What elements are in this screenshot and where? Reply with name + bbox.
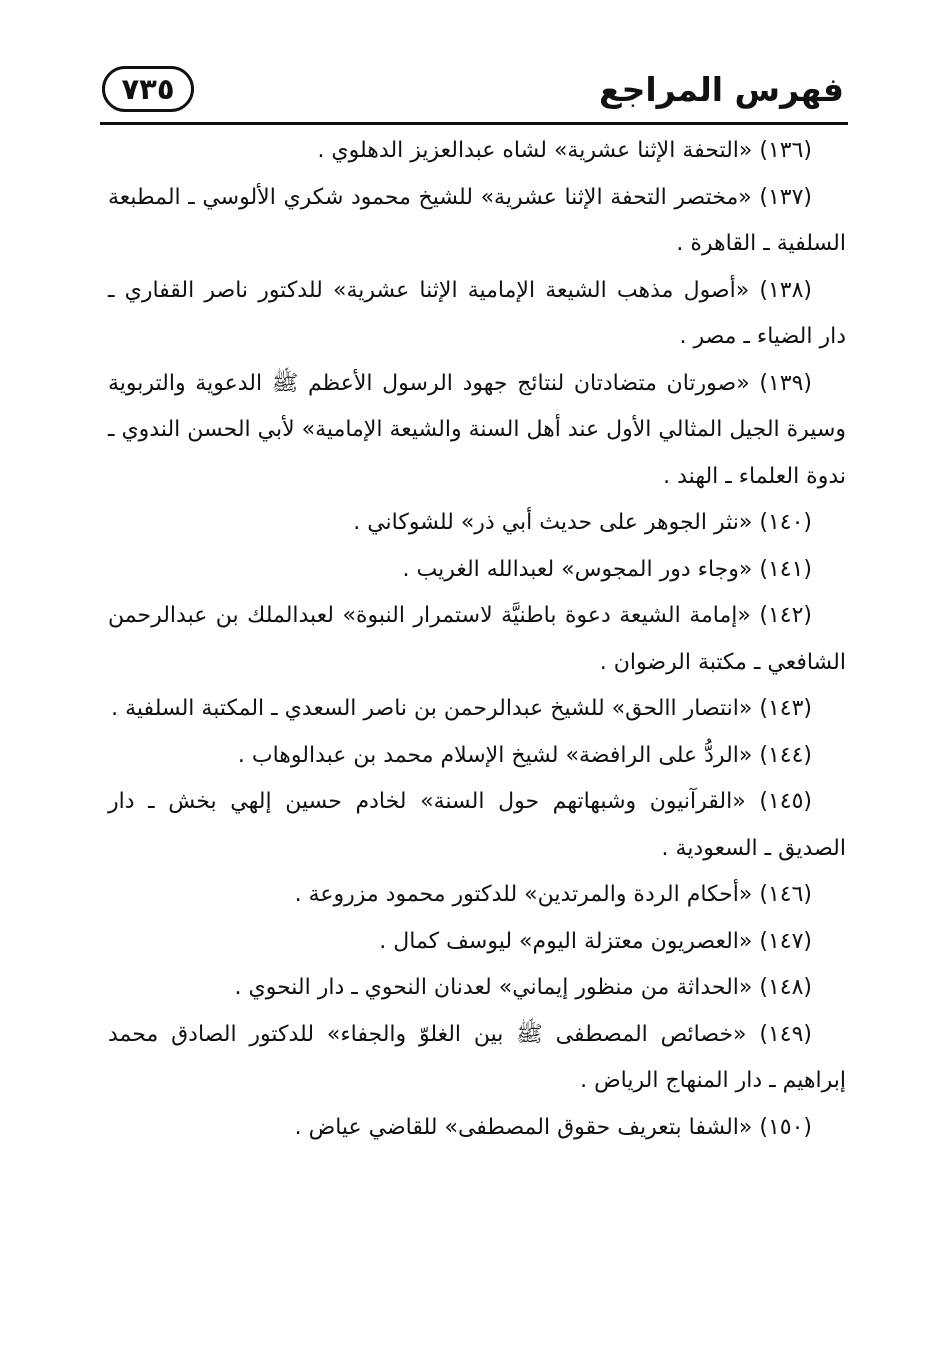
reference-entry xyxy=(108,1105,846,1152)
reference-entry xyxy=(108,919,846,966)
header-divider xyxy=(100,122,848,125)
page-header xyxy=(100,58,848,128)
reference-entry xyxy=(108,361,846,501)
reference-entry xyxy=(108,128,846,175)
reference-entry xyxy=(108,268,846,361)
reference-number: (١٤٧) xyxy=(759,928,812,954)
reference-text: «إمامة الشيعة دعوة باطنيَّة لاستمرار النبوة» لعبدالملك بن عبدالرحمن الشافعي ـ مكتبة الرضوان . xyxy=(108,603,846,675)
reference-number: (١٣٨) xyxy=(759,277,813,303)
reference-text: «نثر الجوهر على حديث أبي ذر» للشوكاني . xyxy=(353,510,753,535)
reference-text: «الحداثة من منظور إيماني» لعدنان النحوي ـ دار النحوي . xyxy=(234,975,753,1000)
reference-entry xyxy=(108,593,846,686)
reference-number: (١٣٧) xyxy=(759,184,812,210)
reference-entry xyxy=(108,965,846,1012)
reference-entry xyxy=(108,733,846,780)
reference-number: (١٣٩) xyxy=(759,370,812,396)
reference-text: «أصول مذهب الشيعة الإمامية الإثنا عشرية» للدكتور ناصر القفاري ـ دار الضياء ـ مصر . xyxy=(108,277,846,349)
reference-text: «القرآنيون وشبهاتهم حول السنة» لخادم حسين إلهي بخش ـ دار الصديق ـ السعودية . xyxy=(108,789,846,861)
reference-text: «وجاء دور المجوس» لعبدالله الغريب . xyxy=(402,556,753,582)
reference-text: «مختصر التحفة الإثنا عشرية» للشيخ محمود شكري الألوسي ـ المطبعة السلفية ـ القاهرة . xyxy=(108,184,846,256)
reference-entry xyxy=(108,1012,846,1105)
reference-entry xyxy=(108,872,846,919)
reference-text: «صورتان متضادتان لنتائج جهود الرسول الأعظم ﷺ الدعوية والتربوية وسيرة الجيل المثالي الأول عند أهل السنة والشيعة الإمامية» لأبي الحسن الندوي ـ ندوة العلماء ـ الهند . xyxy=(108,370,846,489)
reference-text: «العصريون معتزلة اليوم» ليوسف كمال . xyxy=(379,928,753,954)
reference-number: (١٥٠) xyxy=(759,1114,812,1140)
reference-number: (١٤٣) xyxy=(759,696,812,721)
reference-number: (١٤٤) xyxy=(759,742,812,768)
reference-text: «انتصار االحق» للشيخ عبدالرحمن بن ناصر السعدي ـ المكتبة السلفية . xyxy=(111,696,753,721)
running-header-title: فهرس المراجع xyxy=(599,70,844,109)
reference-entry xyxy=(108,547,846,594)
page-number: ٧٣٥ xyxy=(102,66,194,112)
reference-number: (١٤٥) xyxy=(759,789,812,814)
reference-number: (١٤٨) xyxy=(759,975,812,1000)
reference-number: (١٣٦) xyxy=(759,138,812,163)
reference-number: (١٤١) xyxy=(759,556,812,582)
reference-entry xyxy=(108,500,846,547)
reference-number: (١٤٠) xyxy=(759,510,812,535)
reference-text: «أحكام الردة والمرتدين» للدكتور محمود مزروعة . xyxy=(294,882,753,907)
reference-text: «الشفا بتعريف حقوق المصطفى» للقاضي عياض . xyxy=(294,1114,753,1140)
reference-text: «الردُّ على الرافضة» لشيخ الإسلام محمد بن عبدالوهاب . xyxy=(237,742,753,768)
reference-entry xyxy=(108,175,846,268)
reference-list xyxy=(108,128,846,1151)
reference-number: (١٤٦) xyxy=(759,882,812,907)
reference-entry xyxy=(108,779,846,872)
reference-text: «خصائص المصطفى ﷺ بين الغلوّ والجفاء» للدكتور الصادق محمد إبراهيم ـ دار المنهاج الرياض . xyxy=(108,1021,846,1093)
reference-number: (١٤٢) xyxy=(759,603,812,628)
reference-entry xyxy=(108,686,846,733)
reference-number: (١٤٩) xyxy=(759,1021,812,1047)
reference-text: «التحفة الإثنا عشرية» لشاه عبدالعزيز الدهلوي . xyxy=(317,138,753,163)
